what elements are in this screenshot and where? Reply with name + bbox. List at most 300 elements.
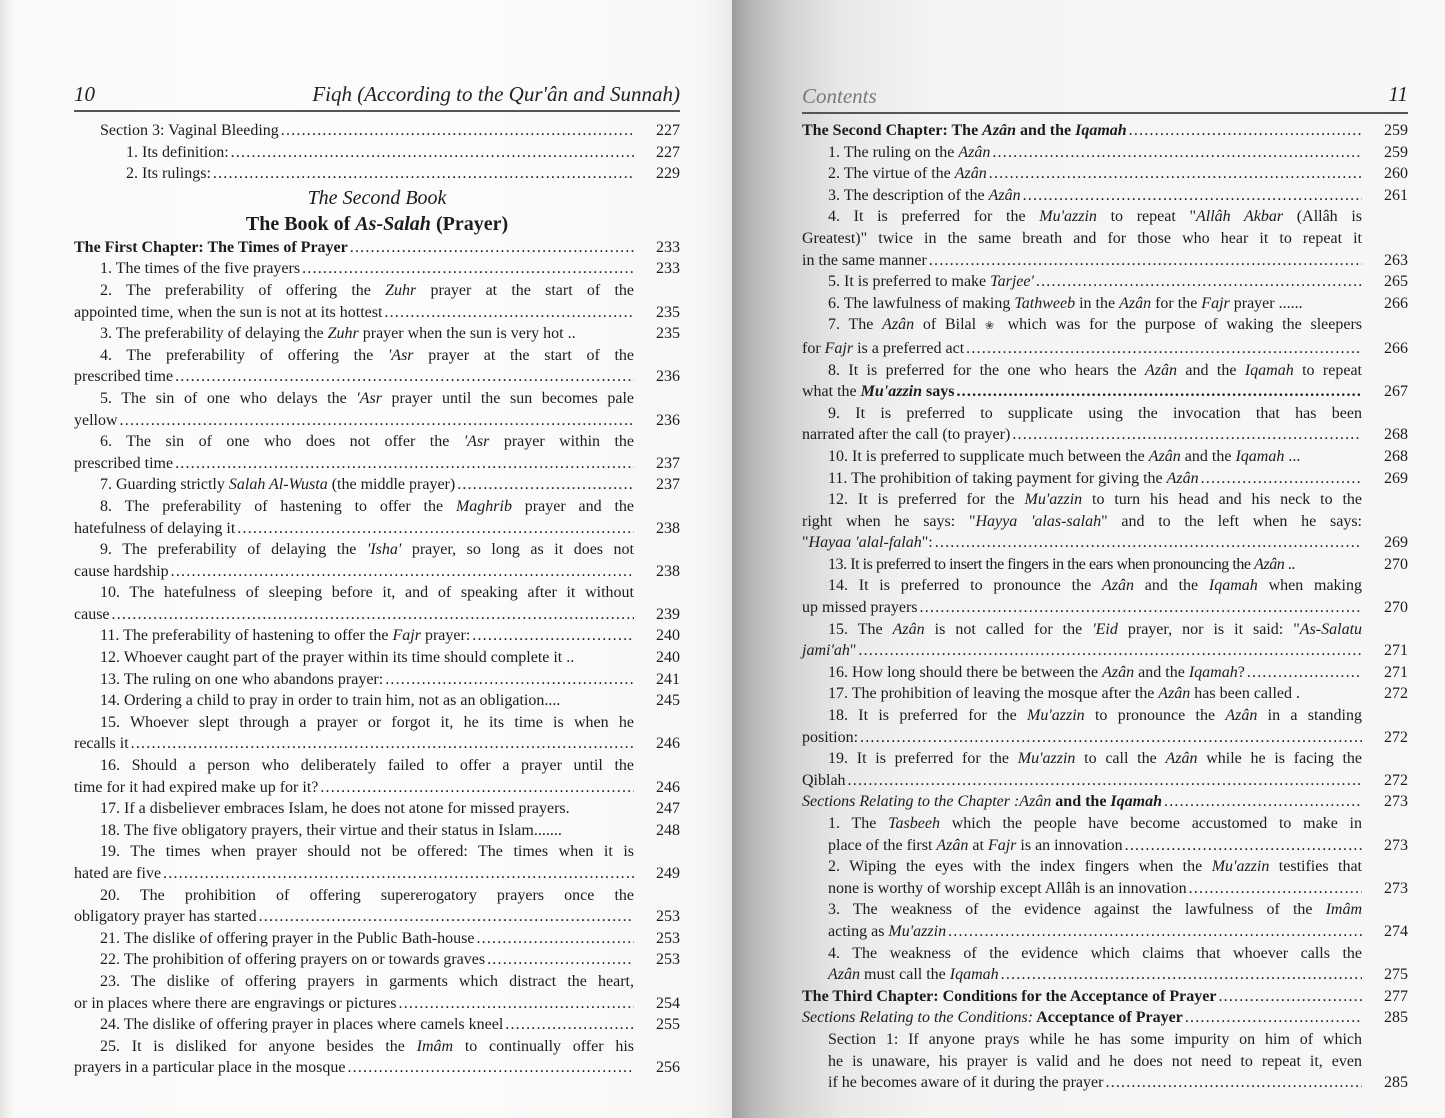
entry-text-part: prayer at the start of the [413,346,635,364]
entry-page: 269 [1384,534,1408,552]
section-entry[interactable] [802,1007,1408,1029]
toc-entry[interactable] [74,1036,680,1079]
entry-page: 273 [1384,879,1408,897]
entry-text-part: Hayya 'alas-salah [975,512,1102,530]
entry-text-part: Azân [828,966,860,984]
toc-entry[interactable] [802,899,1408,942]
entry-title: prescribed time [74,454,174,472]
spacer [634,496,680,518]
entry-title: he is unaware, his prayer is valid and he does not need to repeat it, even [828,1052,1362,1070]
entry-text-part: to pronounce the [1084,707,1226,725]
entry-title [828,271,1034,293]
entry-text-part: to repeat " [1096,208,1196,226]
spacer [634,539,680,561]
leader-dots [1010,424,1362,446]
entry-text-part: Fajr [1201,294,1230,312]
entry-text-part: 16. How long should there be between the [828,663,1103,681]
entry-title [828,468,1199,490]
spacer [1362,1029,1408,1051]
entry-page: 259 [1384,143,1408,161]
entry-title: hatefulness of delaying it [74,519,236,537]
chapter-entry[interactable] [74,237,680,259]
entry-text-part: and the [1180,447,1236,465]
entry-title [828,489,1362,511]
entry-text-part: to continually offer his [453,1037,634,1055]
leader-dots [161,863,634,885]
entry-text-part: Tasbeeh [888,815,940,832]
entry-text-part: 1. The ruling on the [828,143,959,161]
spacer [1362,575,1408,597]
toc-entry[interactable] [802,360,1408,403]
entry-text-part: Tathweeb [1014,294,1076,312]
entry-text-part: Azân [936,836,969,854]
book-title [74,211,680,237]
toc-entry[interactable] [802,943,1408,986]
leader-dots [173,366,634,388]
toc-entry[interactable] [74,755,680,798]
entry-text-part: Azân [958,143,991,161]
entry-text-part: " and to the left when he says: [1101,512,1363,530]
toc-entry[interactable] [802,856,1408,899]
toc-entry[interactable] [802,314,1408,359]
leader-dots [1123,835,1362,857]
entry-title: appointed time, when the sun is not at its hottest [74,303,383,321]
leader-dots [235,518,634,540]
entry-title [802,640,856,662]
entry-text-part: 15. The [828,620,893,638]
toc-entry[interactable] [802,142,1408,164]
entry-title [828,921,946,943]
entry-page: 241 [656,670,680,688]
entry-title: 19. The times when prayer should not be offered: The times when it is [100,843,634,861]
spacer [634,712,680,734]
entry-text-part: 10. It is preferred to supplicate much between the [828,447,1149,465]
entry-title: 15. Whoever slept through a prayer or forgot it, he its time is when he [100,713,634,731]
entry-page: 235 [656,303,680,321]
spacer [1362,511,1408,533]
toc-entry[interactable] [74,928,680,950]
entry-title [828,314,1362,338]
entry-page: 240 [656,627,680,645]
toc-entry[interactable] [74,712,680,755]
entry-text-part: is not called for the [924,620,1093,638]
entry-text-part: ": [921,534,933,552]
spacer [1362,1051,1408,1073]
entry-page: 249 [656,865,680,882]
toc-entry[interactable] [74,388,680,431]
entry-page: 253 [656,951,680,969]
spacer [1362,360,1408,382]
spacer [1362,489,1408,511]
spacer [1362,899,1408,921]
leader-dots [300,258,634,280]
entry-page: 233 [656,260,680,278]
entry-title [828,683,1300,705]
entry-text-part: Mu'azzin [1211,858,1270,876]
entry-text-part: Mu'azzin [1027,707,1085,725]
toc-entry[interactable] [74,885,680,928]
spacer [1362,748,1408,770]
entry-title: 9. It is preferred to supplicate using the invocation that has been [828,404,1362,422]
toc-entry[interactable] [802,619,1408,662]
entry-title [828,813,1362,835]
entry-page: 236 [656,411,680,429]
entry-page: 267 [1384,383,1408,401]
entry-title: yellow [74,411,118,429]
entry-text-part: 12. It is preferred for the [828,491,1025,509]
entry-page: 246 [656,778,680,796]
entry-page: 246 [656,735,680,753]
toc-entry[interactable] [802,403,1408,446]
toc-entry[interactable] [802,575,1408,618]
header-rule [74,110,680,112]
entry-title: 10. The hatefulness of sleeping before it, and of speaking after it without [100,584,634,602]
toc-entry[interactable] [802,185,1408,207]
toc-entry[interactable] [74,539,680,582]
leader-dots [382,302,634,324]
entry-title [828,856,1362,878]
chapter-entry[interactable] [802,986,1408,1008]
entry-text-part: Maghrib [455,497,512,515]
leader-dots [946,921,1362,943]
entry-text-part: Azân [1165,750,1198,768]
spacer [1362,705,1408,727]
toc-entry[interactable] [802,468,1408,490]
entry-title [802,532,933,554]
toc-entry[interactable] [802,293,1408,315]
entry-text-part: acting as [828,922,889,940]
entry-text-part: prayer: [420,627,471,645]
toc-entry[interactable] [802,683,1408,705]
entry-text-part: 8. The preferability of hastening to offer the [100,497,456,515]
leader-dots [345,1057,634,1079]
entry-title: prescribed time [74,368,174,386]
toc-entry[interactable] [74,647,680,669]
toc-entry[interactable] [74,120,680,142]
entry-page: 237 [656,476,680,494]
page-number: 11 [1388,82,1408,106]
entry-text-part: Iqamah [1075,122,1127,139]
entry-text-part: 2. Wiping the eyes with the index fingers when the [828,858,1212,876]
entry-text-part: 3. The preferability of delaying the [100,325,328,343]
toc-entry[interactable] [802,1029,1408,1094]
toc-entry[interactable] [74,820,680,842]
entry-title [828,705,1362,727]
toc-entry[interactable] [74,323,680,345]
entry-page: 233 [656,238,680,256]
entry-title [100,388,634,410]
entry-text-part: Iqamah [1244,361,1294,379]
toc-entry[interactable] [74,142,680,164]
entry-text-part: prayer ...... [1229,294,1303,312]
entry-text-part: 19. It is preferred for the [828,750,1018,768]
entry-text-part: Azân [1119,294,1152,312]
entry-text-part: 6. The lawfulness of making [828,294,1015,312]
entry-text-part: " [849,642,857,660]
entry-title [828,293,1303,315]
leader-dots [118,410,634,432]
entry-title: 1. Its definition: [126,143,229,161]
toc-entry[interactable] [802,446,1408,468]
entry-text-part: 14. It is preferred to pronounce the [828,577,1102,595]
entry-page: 272 [1384,728,1408,746]
entry-text-part: As-Salatu [1299,620,1363,638]
spacer [1362,403,1408,425]
entry-text-part: Fajr [824,339,854,357]
toc-entry[interactable] [802,163,1408,185]
toc-entry[interactable] [802,748,1408,791]
entry-page: 273 [1384,793,1408,811]
entry-title: cause [74,605,110,623]
spacer [634,345,680,367]
spacer [560,690,634,712]
entry-text-part: Azân [982,122,1016,139]
entry-title [802,120,1127,142]
entry-page: 260 [1384,165,1408,183]
leader-dots [211,163,634,185]
leader-dots [1103,1072,1362,1094]
entry-text-part: ? [1237,663,1245,681]
leader-dots [173,453,634,475]
entry-page: 253 [656,908,680,926]
entry-title: 14. Ordering a child to pray in order to train him, not as an obligation.... [100,692,561,710]
entry-text-part: Azân [1101,577,1134,595]
entry-title: 1. The times of the five prayers [100,260,301,278]
entry-text-part: " [802,534,809,552]
entry-text-part: 2. The virtue of the [828,165,955,183]
entry-title [828,206,1362,228]
toc-entry[interactable] [74,474,680,496]
entry-page: 254 [656,994,680,1012]
leader-dots [383,669,634,691]
entry-text-part: Mu'azzin [860,383,923,401]
leader-dots [954,381,1362,403]
entry-title [802,791,1162,813]
entry-text-part: 3. The description of the [828,186,989,204]
leader-dots [1021,185,1362,207]
entry-text-part: Azân [882,316,915,334]
entry-title: 21. The dislike of offering prayer in the Public Bath-house [100,929,475,947]
spacer [1362,943,1408,965]
toc-entry[interactable] [74,949,680,971]
entry-text-part: Azân [1145,361,1178,379]
toc-entry[interactable] [74,345,680,388]
spacer [1300,683,1362,705]
entry-text-part: 4. It is preferred for the [828,208,1040,226]
spacer [1362,228,1408,250]
toc-entry[interactable] [74,163,680,185]
spacer [634,841,680,863]
toc-entry[interactable] [802,206,1408,271]
toc-entry[interactable] [74,798,680,820]
entry-text-part: 13. It is preferred to insert the fingers in the ears when pronouncing the [828,555,1255,573]
leader-dots [397,993,634,1015]
spacer [574,647,634,669]
entry-text-part: ... [1284,447,1301,465]
entry-text-part: Imâm [416,1037,454,1055]
leader-dots [455,474,634,496]
entry-title: 22. The prohibition of offering prayers on or towards graves [100,951,486,969]
leader-dots [987,163,1362,185]
book-heading: The Second Book [307,186,447,209]
entry-title [828,748,1362,770]
entry-text-part: 11. The prohibition of taking payment for giving the [828,469,1167,487]
toc-entry[interactable] [802,271,1408,293]
toc-entry[interactable] [74,841,680,884]
entry-text-part: Azân [1158,685,1191,703]
leader-dots [348,237,634,259]
entry-text-part: jami'ah [802,642,850,660]
entry-page: 275 [1384,966,1408,984]
entry-title [100,474,455,496]
toc-entry[interactable] [74,258,680,280]
entry-text-part: Zuhr [327,325,359,343]
chapter-entry[interactable] [802,120,1408,142]
entry-title: 24. The dislike of offering prayer in places where camels kneel [100,1016,504,1034]
entry-title: 18. The five obligatory prayers, their virtue and their status in Islam....... [100,821,562,839]
toc-entry[interactable] [74,280,680,323]
spacer [1303,293,1362,315]
entry-title: narrated after the call (to prayer) [802,426,1011,444]
entry-text-part: place of the first [828,836,937,854]
entry-text-part: 1. The [828,815,889,832]
running-title: Contents [802,84,877,108]
leader-dots [470,625,634,647]
entry-title: prayers in a particular place in the mosque [74,1059,346,1077]
entry-text-part: testifies that [1269,858,1362,876]
leader-dots [229,142,634,164]
entry-text-part: Mu'azzin [888,922,947,940]
entry-page: 235 [656,325,680,343]
entry-page: 265 [1384,273,1408,291]
entry-text-part: 7. Guarding strictly [100,476,229,494]
entry-text-part: must call the [860,966,950,984]
page-number: 10 [74,82,95,106]
entry-title: Section 1: If anyone prays while he has some impurity on him of which [828,1030,1362,1048]
entry-text-part: Allâh Akbar [1195,208,1284,226]
spacer [634,885,680,907]
entry-text-part: (Allâh is [1283,208,1363,226]
entry-page: 272 [1384,685,1408,703]
toc-entry[interactable] [802,662,1408,684]
toc-entry[interactable] [74,496,680,539]
entry-text-part: prayer and the [511,497,635,515]
entry-title: hated are five [74,865,162,882]
entry-text-part: at [968,836,988,854]
entry-text-part: to call the [1075,750,1166,768]
book-title-part: As-Salah [355,212,431,235]
entry-title [802,1007,1183,1029]
toc-entry[interactable] [74,971,680,1014]
toc-entry[interactable] [74,690,680,712]
entry-text-part: Azân [954,165,987,183]
entry-title: Qiblah [802,771,846,789]
entry-text-part: Fajr [987,836,1017,854]
toc-entry[interactable] [802,554,1408,576]
running-title: Fiqh (According to the Qur'ân and Sunnah) [312,82,680,106]
entry-text-part: right when he says: " [802,512,976,530]
entry-text-part: Mu'azzin [1017,750,1076,768]
entry-text-part: 9. The preferability of delaying the [100,541,367,559]
entry-text-part: to repeat [1293,361,1363,379]
entry-text-part: 3. The weakness of the evidence against the lawfulness of the [828,901,1326,919]
spacer [576,323,634,345]
entry-title: 16. Should a person who deliberately failed to offer a prayer until the [100,757,634,775]
section-entry[interactable] [802,791,1408,813]
entry-page: 227 [656,143,680,161]
toc-entry[interactable] [802,705,1408,748]
right-page [732,0,1445,1118]
spacer [570,798,634,820]
entry-text-part: 'Asr [387,346,414,364]
entry-text-part: prayer until the sun becomes pale [381,389,634,407]
entry-title: 4. The weakness of the evidence which claims that whoever calls the [828,944,1362,962]
entry-text-part: to turn his head and his neck to the [1082,491,1363,509]
entry-text-part: has been called . [1190,685,1301,703]
leader-dots [169,561,634,583]
entry-title [100,1036,634,1058]
entry-page: 266 [1384,339,1408,357]
toc-entry[interactable] [74,582,680,625]
leader-dots [933,532,1362,554]
toc-entry[interactable] [74,625,680,647]
leader-dots [474,928,634,950]
entry-page: 272 [1384,771,1408,789]
entry-page: 268 [1384,426,1408,444]
entry-text-part: prayer at the start of the [416,281,634,299]
toc-entry[interactable] [74,431,680,474]
entry-text-part: 4. The preferability of offering the [100,346,388,364]
entry-text-part: in a standing [1257,707,1362,725]
spacer [634,280,680,302]
toc-entry[interactable] [74,1014,680,1036]
spacer [634,755,680,777]
toc-entry[interactable] [74,669,680,691]
entry-title [802,381,954,403]
entry-page: 253 [656,929,680,947]
entry-text-part: and the [1051,793,1111,811]
leader-dots [485,949,634,971]
entry-text-part: .. [1284,555,1295,573]
leader-dots [846,770,1362,792]
toc-entry[interactable] [802,813,1408,856]
entry-page: 245 [656,692,680,710]
entry-page: 270 [1384,555,1408,573]
entry-page: 266 [1384,294,1408,312]
entry-page: 261 [1384,186,1408,204]
entry-page: 274 [1384,922,1408,940]
entry-page: 268 [1384,447,1408,465]
leader-dots [999,964,1362,986]
entry-page: 239 [656,605,680,623]
entry-page: 229 [656,165,680,183]
entry-title [828,899,1362,921]
toc-entry[interactable] [802,489,1408,554]
entry-title: none is worthy of worship except Allâh is an innovation [828,879,1187,897]
entry-page: 285 [1384,1074,1408,1092]
entry-text-part: and the [1134,663,1189,681]
entry-text-part: 8. It is preferred for the one who hears the [828,361,1146,379]
entry-title [828,446,1300,468]
spacer [1362,619,1408,641]
leader-dots [990,142,1362,164]
entry-title [100,323,576,345]
entry-page: 255 [656,1016,680,1034]
entry-page: 263 [1384,251,1408,269]
entry-text-part: is an innovation [1016,836,1123,854]
entry-page: 240 [656,649,680,667]
entry-text-part: Fajr [392,627,421,645]
